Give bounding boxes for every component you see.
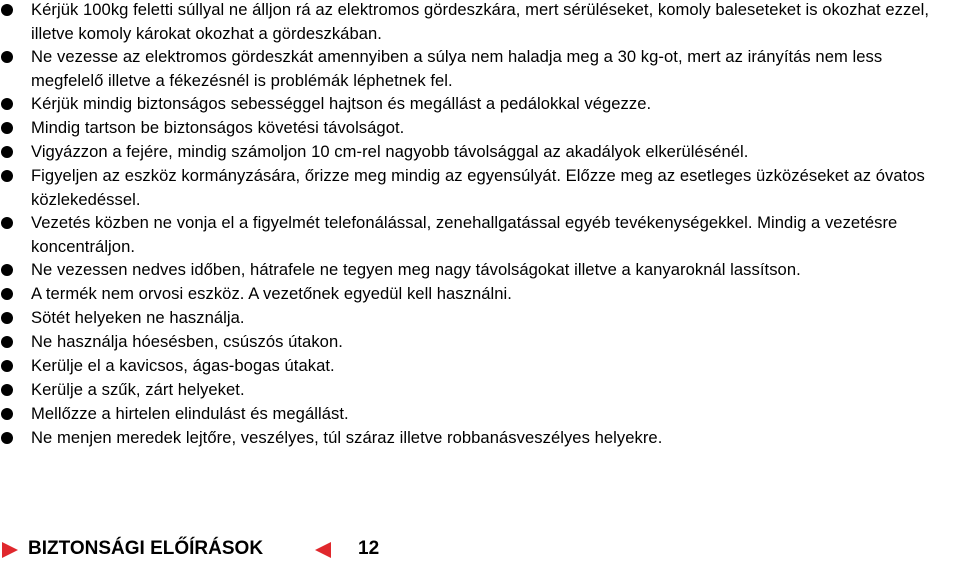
page-footer	[0, 536, 959, 562]
bullet-icon	[1, 170, 13, 182]
bullet-icon	[1, 217, 13, 229]
bullet-text: Mellőzze a hirtelen elindulást és megállást.	[31, 404, 349, 423]
bullet-icon	[1, 432, 13, 444]
triangle-right-icon	[2, 542, 18, 558]
bullet-icon	[1, 146, 13, 158]
bullet-text: Vigyázzon a fejére, mindig számoljon 10 cm-rel nagyobb távolsággal az akadályok elkerülésénél.	[31, 142, 749, 161]
bullet-icon	[1, 51, 13, 63]
section-title: BIZTONSÁGI ELŐÍRÁSOK	[28, 538, 264, 559]
bullet-text: Sötét helyeken ne használja.	[31, 308, 245, 327]
bullet-text: Kerülje el a kavicsos, ágas-bogas útakat.	[31, 356, 335, 375]
triangle-left-icon	[315, 542, 331, 558]
bullet-icon	[1, 312, 13, 324]
bullet-icon	[1, 122, 13, 134]
bullet-text: Kérjük mindig biztonságos sebességgel hajtson és megállást a pedálokkal végezze.	[31, 94, 652, 113]
bullet-icon	[1, 264, 13, 276]
bullet-icon	[1, 288, 13, 300]
bullet-icon	[1, 4, 13, 16]
bullet-text: Ne használja hóesésben, csúszós útakon.	[31, 332, 343, 351]
bullet-text: Ne vezessen nedves időben, hátrafele ne tegyen meg nagy távolságokat illetve a kanyaroknál lassítson.	[31, 260, 801, 279]
bullet-icon	[1, 98, 13, 110]
bullet-text: Vezetés közben ne vonja el a figyelmét telefonálással, zenehallgatással egyéb tevékenységekkel. Mindig a vezetésre koncentráljon.	[31, 213, 898, 256]
bullet-icon	[1, 408, 13, 420]
page-number: 12	[358, 538, 380, 559]
bullet-text: Kerülje a szűk, zárt helyeket.	[31, 380, 245, 399]
bullet-text: Mindig tartson be biztonságos követési távolságot.	[31, 118, 405, 137]
bullet-icon	[1, 384, 13, 396]
bullet-icon	[1, 360, 13, 372]
bullet-text: Ne vezesse az elektromos gördeszkát amennyiben a súlya nem haladja meg a 30 kg-ot, mert az irányítás nem less megfelelő illetve a fékezésnél is problémák léphetnek fel.	[31, 47, 883, 90]
bullet-icon	[1, 336, 13, 348]
bullet-text: A termék nem orvosi eszköz. A vezetőnek egyedül kell használni.	[31, 284, 512, 303]
bullet-text: Figyeljen az eszköz kormányzására, őrizze meg mindig az egyensúlyát. Előzze meg az esetleges üzközéseket az óvatos közlekedéssel.	[31, 166, 925, 209]
bullet-text: Ne menjen meredek lejtőre, veszélyes, túl száraz illetve robbanásveszélyes helyekre.	[31, 428, 663, 447]
bullet-text: Kérjük 100kg feletti súllyal ne álljon rá az elektromos gördeszkára, mert sérüléseket, komoly baleseteket is okozhat ezzel, illetve komoly károkat okozhat a gördeszkában.	[31, 0, 930, 43]
